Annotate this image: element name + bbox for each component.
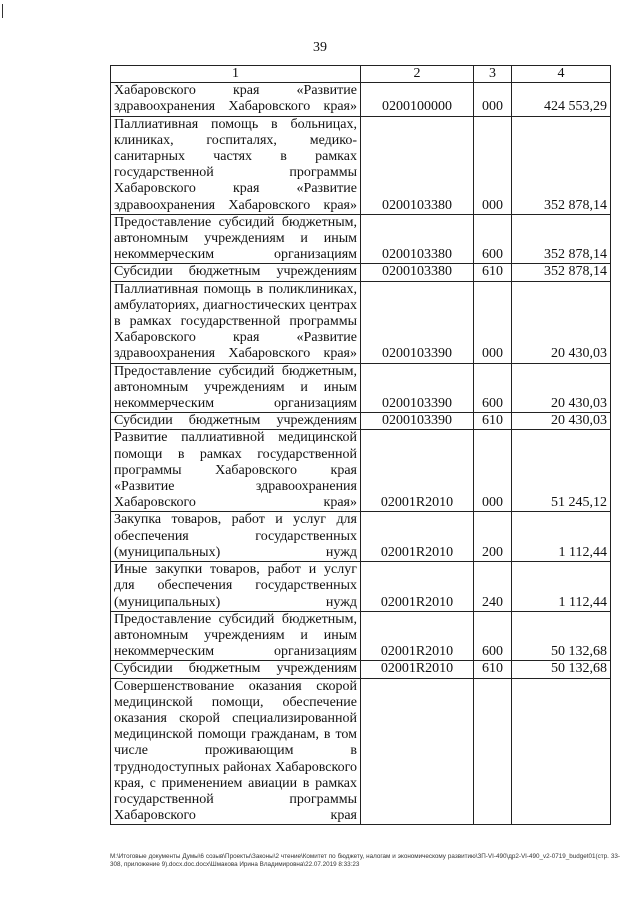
row-description: Субсидии бюджетным учреждениям [111, 661, 361, 678]
row-code: 0200103380 [361, 116, 474, 214]
table-row [111, 264, 611, 281]
row-type: 200 [474, 512, 512, 562]
header-row [111, 66, 611, 83]
row-description: Предоставление субсидий бюджетным, автономным учреждениям и иным некоммерческим организациям [111, 611, 361, 661]
row-amount: 50 132,68 [512, 661, 611, 678]
row-description: Паллиативная помощь в больницах, клиниках, госпиталях, медико-санитарных частях в рамках государственной программы Хабаровского края «Развитие здравоохранения Хабаровского края» [111, 116, 361, 214]
row-type: 600 [474, 214, 512, 264]
table-row [111, 430, 611, 512]
row-amount [512, 678, 611, 825]
row-code: 0200103390 [361, 363, 474, 413]
row-type: 600 [474, 611, 512, 661]
row-code: 0200103390 [361, 413, 474, 430]
row-amount: 20 430,03 [512, 281, 611, 363]
header-col-2: 2 [361, 66, 474, 83]
row-description: Развитие паллиативной медицинской помощи в рамках государственной программы Хабаровского края «Развитие здравоохранения Хабаровского края» [111, 430, 361, 512]
row-code: 0200103380 [361, 214, 474, 264]
row-amount: 20 430,03 [512, 363, 611, 413]
header-col-1: 1 [111, 66, 361, 83]
header-col-3: 3 [474, 66, 512, 83]
table-row [111, 363, 611, 413]
row-code: 0200103390 [361, 281, 474, 363]
file-path-footer: M:\Итоговые документы Думы\6 созыв\Проекты\Законы\2 чтение\Комитет по бюджету, налогам и экономическому развитию\ЗП-VI-490\др2-VI-490_v2-0719_budget01(стр. 33-308, приложение 9).docx.doc.docx\Шмакова Ирина Владимировна\22.07.2019 8:33:23 [110, 853, 620, 868]
row-description: Субсидии бюджетным учреждениям [111, 264, 361, 281]
row-code: 02001R2010 [361, 512, 474, 562]
row-code [361, 678, 474, 825]
row-code: 02001R2010 [361, 661, 474, 678]
row-code: 02001R2010 [361, 562, 474, 612]
table-row [111, 413, 611, 430]
table-row [111, 678, 611, 825]
row-type: 000 [474, 430, 512, 512]
row-type: 000 [474, 83, 512, 116]
row-amount: 352 878,14 [512, 264, 611, 281]
row-description: Предоставление субсидий бюджетным, автономным учреждениям и иным некоммерческим организациям [111, 214, 361, 264]
row-description: Совершенствование оказания скорой медицинской помощи, обеспечение оказания скорой специализированной медицинской помощи гражданам, в том числе проживающим в труднодоступных районах Хабаровского края, с применением авиации в рамках государственной программы Хабаровского края [111, 678, 361, 825]
row-type: 610 [474, 264, 512, 281]
row-code: 0200100000 [361, 83, 474, 116]
row-code: 0200103380 [361, 264, 474, 281]
table-row [111, 281, 611, 363]
table-row [111, 562, 611, 612]
budget-table [110, 65, 611, 825]
row-type: 240 [474, 562, 512, 612]
row-amount: 1 112,44 [512, 562, 611, 612]
row-description: Хабаровского края «Развитие здравоохранения Хабаровского края» [111, 83, 361, 116]
row-type [474, 678, 512, 825]
row-code: 02001R2010 [361, 611, 474, 661]
row-type: 000 [474, 281, 512, 363]
row-description: Предоставление субсидий бюджетным, автономным учреждениям и иным некоммерческим организациям [111, 363, 361, 413]
table-row [111, 83, 611, 116]
table-row [111, 512, 611, 562]
row-code: 02001R2010 [361, 430, 474, 512]
row-amount: 50 132,68 [512, 611, 611, 661]
table-row [111, 116, 611, 214]
table-row [111, 214, 611, 264]
row-amount: 352 878,14 [512, 214, 611, 264]
row-type: 600 [474, 363, 512, 413]
row-amount: 1 112,44 [512, 512, 611, 562]
scan-edge-mark [2, 4, 3, 18]
row-description: Закупка товаров, работ и услуг для обеспечения государственных (муниципальных) нужд [111, 512, 361, 562]
row-amount: 352 878,14 [512, 116, 611, 214]
row-description: Субсидии бюджетным учреждениям [111, 413, 361, 430]
row-type: 610 [474, 413, 512, 430]
row-description: Паллиативная помощь в поликлиниках, амбулаториях, диагностических центрах в рамках государственной программы Хабаровского края «Развитие здравоохранения Хабаровского края» [111, 281, 361, 363]
row-description: Иные закупки товаров, работ и услуг для обеспечения государственных (муниципальных) нужд [111, 562, 361, 612]
row-amount: 20 430,03 [512, 413, 611, 430]
table-row [111, 611, 611, 661]
table-row [111, 661, 611, 678]
row-amount: 424 553,29 [512, 83, 611, 116]
page-number: 39 [313, 40, 327, 55]
row-type: 610 [474, 661, 512, 678]
header-col-4: 4 [512, 66, 611, 83]
row-amount: 51 245,12 [512, 430, 611, 512]
row-type: 000 [474, 116, 512, 214]
